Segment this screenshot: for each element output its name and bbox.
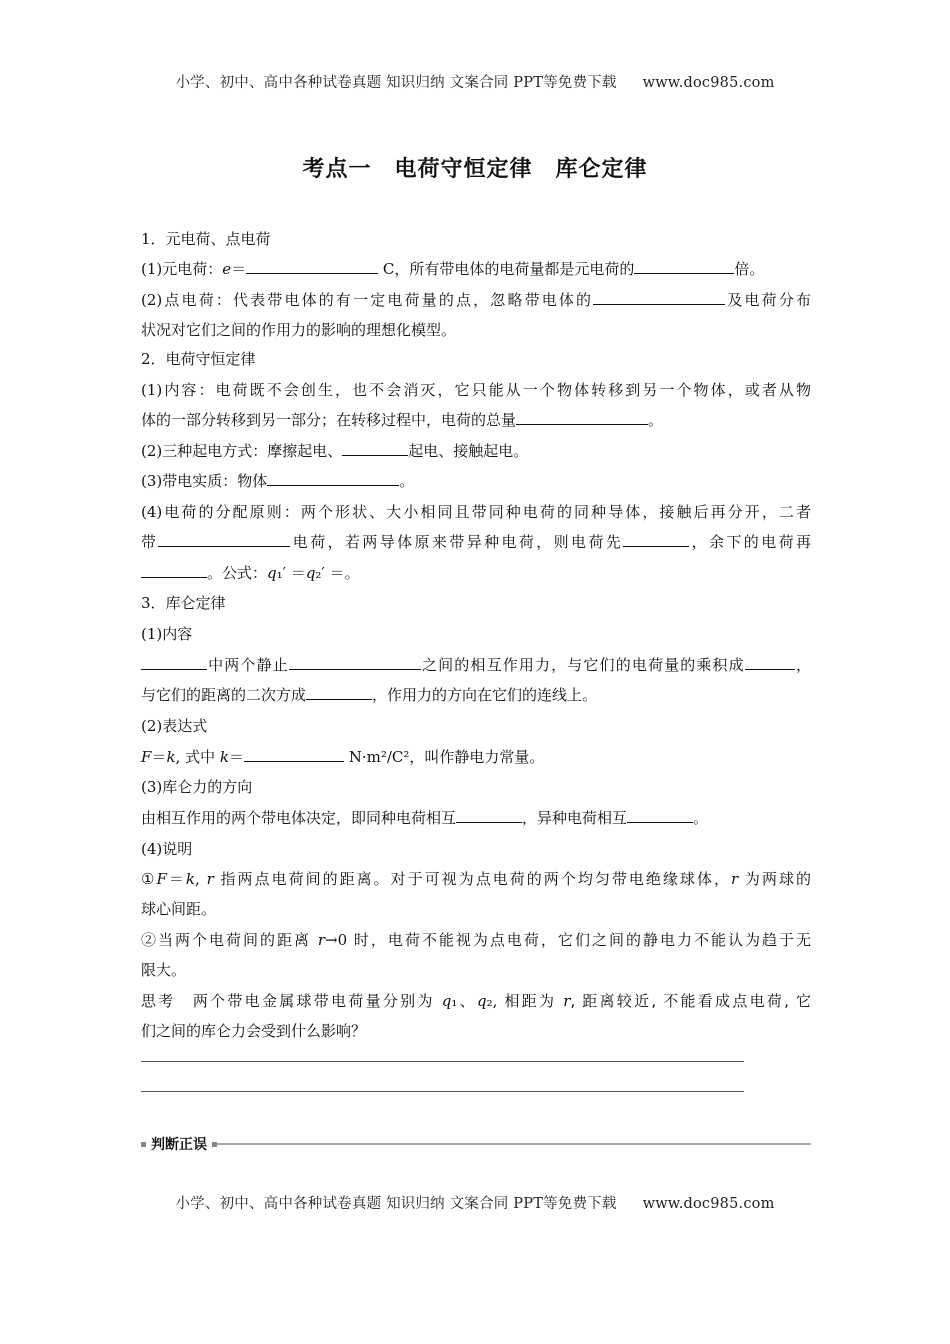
fill-in-blank[interactable] <box>306 685 372 700</box>
text-segment: 们之间的库仑力会受到什么影响？ <box>141 1022 367 1040</box>
text-segment: ，余下的电荷再 <box>689 533 811 551</box>
text-line <box>141 685 811 705</box>
footer-text: 小学、初中、高中各种试卷真题 知识归纳 文案合同 PPT等免费下载 <box>175 1196 617 1212</box>
text-line <box>141 380 811 400</box>
text-line <box>141 410 811 430</box>
text-segment: (4)说明 <box>141 840 193 858</box>
text-line <box>141 930 811 950</box>
text-segment: ₁′ ＝ <box>276 564 306 582</box>
text-line <box>141 441 811 461</box>
text-line <box>141 1021 811 1041</box>
text-segment: ₁、 <box>451 992 477 1010</box>
text-line <box>141 716 811 736</box>
text-line <box>141 259 811 279</box>
text-segment: 球心间距。 <box>141 900 217 918</box>
text-segment: N·m²/C²，叫作静电力常量。 <box>343 748 545 766</box>
text-segment: 思考 <box>141 992 193 1010</box>
section-label: 判断正误 <box>151 1137 207 1153</box>
text-segment: F <box>156 870 167 888</box>
text-segment: 体的一部分转移到另一部分；在转移过程中，电荷的总量 <box>141 411 517 429</box>
text-line <box>141 839 811 859</box>
page-header <box>0 71 950 92</box>
text-line <box>141 593 811 613</box>
text-segment: (3)库仑力的方向 <box>141 778 253 796</box>
text-segment: 1．元电荷、点电荷 <box>141 230 271 248</box>
fill-in-blank[interactable] <box>246 259 378 274</box>
text-segment: 起电、接触起电。 <box>408 442 529 460</box>
text-segment: e <box>222 260 232 278</box>
text-segment: 中两个静止 <box>207 656 289 674</box>
text-segment: k <box>219 748 229 766</box>
square-bullet-icon <box>141 1142 146 1147</box>
text-segment: (1)内容：电荷既不会创生，也不会消灭，它只能从一个物体转移到另一个物体，或者从物 <box>141 381 811 399</box>
text-segment: , 距离较近, 不能看成点电荷, 它 <box>570 992 811 1010</box>
header-site: www.doc985.com <box>642 75 775 91</box>
fill-in-blank[interactable] <box>289 655 421 670</box>
text-line <box>141 349 811 369</box>
text-segment: 相距为 <box>504 992 564 1010</box>
text-line <box>141 320 811 340</box>
text-segment: , <box>195 870 207 888</box>
section-divider <box>141 1134 811 1154</box>
text-line <box>141 229 811 249</box>
text-segment: k <box>185 870 196 888</box>
text-segment: ₂′ ＝。 <box>315 564 360 582</box>
text-segment: ₂, <box>486 992 505 1010</box>
text-segment: 指两点电荷间的距离。对于可视为点电荷的两个均匀带电绝缘球体， <box>213 870 731 888</box>
text-segment: ②当两个电荷间的距离 <box>141 931 318 949</box>
text-segment: 3．库仑定律 <box>141 594 226 612</box>
text-segment: 。公式： <box>207 564 268 582</box>
text-segment: ，作用力的方向在它们的连线上。 <box>372 686 598 704</box>
text-segment: C，所有带电体的电荷量都是元电荷的 <box>378 260 635 278</box>
fill-in-blank[interactable] <box>158 532 290 547</box>
text-segment: , 式中 <box>175 748 220 766</box>
text-segment: r <box>317 931 325 949</box>
text-segment: 与它们的距离的二次方成 <box>141 686 307 704</box>
fill-in-blank[interactable] <box>141 563 207 578</box>
fill-in-blank[interactable] <box>141 655 207 670</box>
text-segment: 。 <box>399 472 415 490</box>
text-segment: ， <box>794 656 811 674</box>
text-segment: r <box>206 870 214 888</box>
text-segment: ＝ <box>231 260 247 278</box>
fill-in-blank[interactable] <box>244 747 344 762</box>
text-segment: q <box>476 992 487 1010</box>
fill-in-blank[interactable] <box>342 441 408 456</box>
text-segment: 及电荷分布 <box>725 291 811 309</box>
text-segment: (3)带电实质：物体 <box>141 472 268 490</box>
text-segment: ，异种电荷相互 <box>522 809 628 827</box>
text-line <box>141 808 811 828</box>
text-segment: (1)内容 <box>141 625 193 643</box>
text-line <box>141 777 811 797</box>
page-title: 考点一 电荷守恒定律 库仑定律 <box>302 157 648 182</box>
text-segment: →0 时，电荷不能视为点电荷，它们之间的静电力不能认为趋于无 <box>325 931 811 949</box>
text-segment: q <box>305 564 316 582</box>
text-line <box>141 290 811 310</box>
text-line <box>141 624 811 644</box>
text-segment: (2)三种起电方式：摩擦起电、 <box>141 442 343 460</box>
text-segment: 倍。 <box>734 260 765 278</box>
text-line <box>141 899 811 919</box>
text-line <box>141 960 811 980</box>
text-segment: q <box>441 992 452 1010</box>
page-footer <box>0 1192 950 1213</box>
fill-in-blank[interactable] <box>593 290 725 305</box>
fill-in-blank[interactable] <box>267 471 399 486</box>
text-segment: 电荷，若两导体原来带异种电荷，则电荷先 <box>290 533 624 551</box>
text-segment: 由相互作用的两个带电体决定，即同种电荷相互 <box>141 809 457 827</box>
text-line <box>141 991 811 1011</box>
text-line <box>141 532 811 552</box>
text-segment: 两个带电金属球带电荷量分别为 <box>192 992 442 1010</box>
fill-in-blank[interactable] <box>623 532 689 547</box>
fill-in-blank[interactable] <box>627 808 693 823</box>
fill-in-blank[interactable] <box>745 655 795 670</box>
text-segment: 。 <box>648 411 664 429</box>
text-line <box>141 502 811 522</box>
text-segment: 。 <box>693 809 709 827</box>
text-segment: 状况对它们之间的作用力的影响的理想化模型。 <box>141 321 457 339</box>
text-segment: 带 <box>141 533 159 551</box>
text-segment: r <box>563 992 571 1010</box>
text-segment: 之间的相互作用力，与它们的电荷量的乘积成 <box>420 656 745 674</box>
text-segment: ＝ <box>151 748 167 766</box>
text-line <box>141 655 811 675</box>
text-segment: F <box>141 748 152 766</box>
text-segment: r <box>730 870 739 888</box>
text-segment: (2)点电荷：代表带电体的有一定电荷量的点，忽略带电体的 <box>141 291 594 309</box>
text-segment: (1)元电荷： <box>141 260 223 278</box>
footer-site: www.doc985.com <box>642 1196 775 1212</box>
text-segment: 2．电荷守恒定律 <box>141 350 256 368</box>
text-line <box>141 563 811 583</box>
text-segment: 为两球的 <box>738 870 811 888</box>
text-segment: k <box>166 748 176 766</box>
divider-rule <box>217 1143 811 1145</box>
text-line <box>141 471 811 491</box>
answer-line[interactable] <box>141 1091 744 1092</box>
text-segment: ① <box>141 870 157 888</box>
fill-in-blank[interactable] <box>634 259 734 274</box>
header-text: 小学、初中、高中各种试卷真题 知识归纳 文案合同 PPT等免费下载 <box>175 75 617 91</box>
fill-in-blank[interactable] <box>456 808 522 823</box>
text-segment: 限大。 <box>141 961 187 979</box>
text-segment: q <box>267 564 277 582</box>
text-segment: (2)表达式 <box>141 717 208 735</box>
fill-in-blank[interactable] <box>516 410 648 425</box>
text-segment: ＝ <box>228 748 244 766</box>
text-line <box>141 747 811 767</box>
text-segment: (4)电荷的分配原则：两个形状、大小相同且带同种电荷的同种导体，接触后再分开，二者 <box>141 503 811 521</box>
answer-line[interactable] <box>141 1061 744 1062</box>
text-segment: ＝ <box>166 870 186 888</box>
text-line <box>141 869 811 889</box>
